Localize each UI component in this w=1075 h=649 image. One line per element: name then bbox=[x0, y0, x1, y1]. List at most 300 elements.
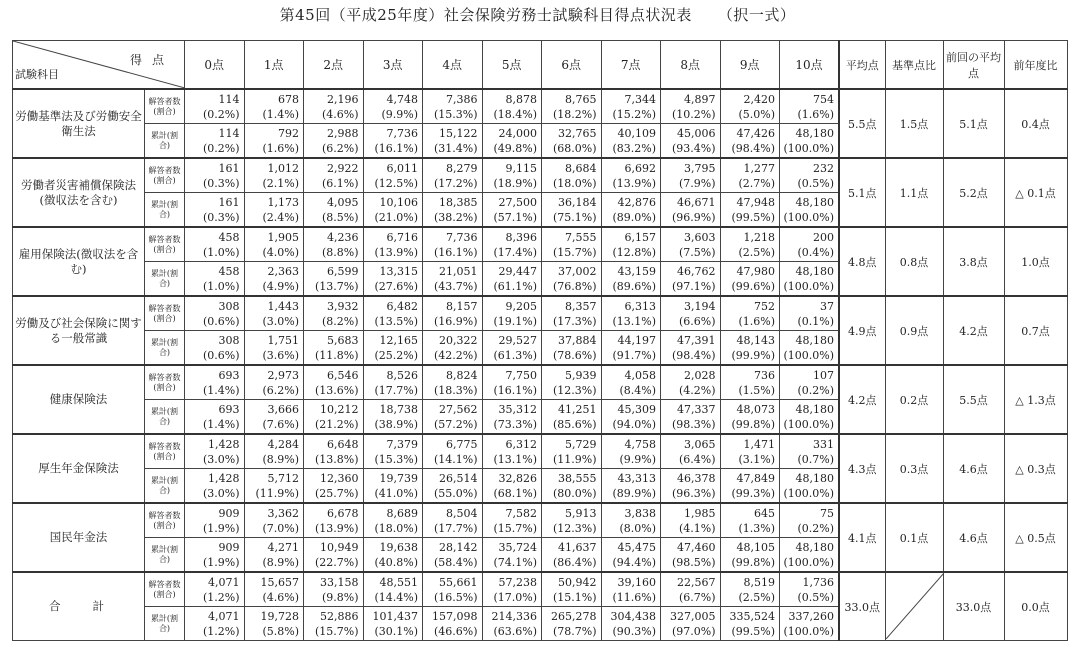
count-value: 47,391 bbox=[677, 333, 716, 347]
value-cell bbox=[601, 503, 661, 538]
value-cell bbox=[244, 227, 304, 262]
count-value: 47,849 bbox=[736, 471, 775, 485]
count-value: 736 bbox=[754, 368, 775, 382]
value-cell bbox=[482, 572, 542, 607]
count-value: 3,362 bbox=[267, 506, 299, 520]
percent-value: (97.1%) bbox=[671, 279, 716, 293]
subject-name: 労働及び社会保険に関する一般常識 bbox=[13, 296, 145, 365]
count-value: 8,684 bbox=[565, 161, 597, 175]
value-cell bbox=[244, 434, 304, 469]
row-label: 解答者数(割合) bbox=[145, 158, 185, 193]
percent-value: (14.1%) bbox=[433, 452, 478, 466]
count-value: 4,236 bbox=[327, 230, 359, 244]
value-cell bbox=[780, 503, 840, 538]
percent-value: (15.3%) bbox=[374, 452, 418, 466]
value-cell bbox=[780, 434, 840, 469]
summary-header: 前回の平均点 bbox=[943, 41, 1004, 90]
value-cell bbox=[363, 503, 423, 538]
value-cell bbox=[542, 124, 602, 159]
value-cell bbox=[661, 503, 721, 538]
value-cell bbox=[363, 538, 423, 573]
percent-value: (2.5%) bbox=[738, 245, 775, 259]
value-cell bbox=[423, 469, 483, 504]
table-body bbox=[13, 89, 1068, 641]
percent-value: (38.9%) bbox=[374, 417, 418, 431]
percent-value: (19.1%) bbox=[493, 314, 537, 328]
percent-value: (4.6%) bbox=[262, 590, 299, 604]
percent-value: (83.2%) bbox=[612, 141, 656, 155]
percent-value: (99.3%) bbox=[731, 486, 775, 500]
percent-value: (0.2%) bbox=[797, 521, 834, 535]
percent-value: (11.9%) bbox=[552, 452, 597, 466]
value-cell bbox=[363, 89, 423, 124]
summary-average: 4.9点 bbox=[839, 296, 885, 365]
value-cell bbox=[601, 469, 661, 504]
count-value: 47,980 bbox=[736, 264, 775, 278]
count-value: 7,582 bbox=[505, 506, 537, 520]
percent-value: (8.8%) bbox=[321, 245, 359, 259]
count-value: 12,165 bbox=[379, 333, 418, 347]
percent-value: (16.5%) bbox=[433, 590, 478, 604]
count-value: 752 bbox=[754, 299, 775, 313]
percent-value: (12.3%) bbox=[552, 521, 597, 535]
count-value: 3,194 bbox=[684, 299, 716, 313]
percent-value: (12.5%) bbox=[374, 176, 418, 190]
count-value: 2,363 bbox=[267, 264, 299, 278]
value-cell bbox=[304, 89, 364, 124]
count-value: 15,122 bbox=[439, 126, 478, 140]
percent-value: (1.9%) bbox=[202, 521, 240, 535]
summary-prev-average: 5.5点 bbox=[943, 365, 1004, 434]
value-cell bbox=[720, 607, 780, 641]
count-value: 52,886 bbox=[320, 609, 359, 623]
summary-prev-average: 4.6点 bbox=[943, 434, 1004, 503]
count-value: 7,736 bbox=[446, 230, 478, 244]
percent-value: (3.0%) bbox=[202, 486, 240, 500]
value-cell bbox=[780, 400, 840, 435]
count-value: 4,071 bbox=[208, 575, 240, 589]
count-value: 46,762 bbox=[677, 264, 716, 278]
value-cell bbox=[542, 331, 602, 366]
value-cell bbox=[780, 296, 840, 331]
value-cell bbox=[363, 400, 423, 435]
value-cell bbox=[185, 503, 245, 538]
count-value: 7,750 bbox=[505, 368, 537, 382]
count-value: 1,751 bbox=[267, 333, 299, 347]
summary-header: 前年度比 bbox=[1004, 41, 1067, 90]
count-value: 1,736 bbox=[802, 575, 834, 589]
count-value: 18,385 bbox=[439, 195, 478, 209]
count-value: 48,180 bbox=[795, 195, 834, 209]
count-value: 2,420 bbox=[743, 92, 775, 106]
title-sub: （択一式） bbox=[717, 6, 796, 24]
percent-value: (43.7%) bbox=[433, 279, 478, 293]
value-cell bbox=[244, 262, 304, 297]
percent-value: (16.1%) bbox=[433, 245, 478, 259]
count-value: 3,065 bbox=[684, 437, 716, 451]
count-value: 6,775 bbox=[446, 437, 478, 451]
percent-value: (100.0%) bbox=[783, 141, 834, 155]
count-value: 40,109 bbox=[617, 126, 656, 140]
value-cell bbox=[482, 158, 542, 193]
value-cell bbox=[601, 365, 661, 400]
count-value: 1,218 bbox=[743, 230, 775, 244]
value-cell bbox=[482, 400, 542, 435]
value-cell bbox=[244, 365, 304, 400]
count-value: 6,011 bbox=[386, 161, 418, 175]
table-row bbox=[13, 296, 1068, 331]
value-cell bbox=[423, 262, 483, 297]
score-header: 4点 bbox=[423, 41, 483, 90]
count-value: 161 bbox=[218, 161, 240, 175]
percent-value: (99.8%) bbox=[731, 417, 775, 431]
count-value: 55,661 bbox=[439, 575, 478, 589]
value-cell bbox=[720, 400, 780, 435]
value-cell bbox=[542, 193, 602, 228]
value-cell bbox=[423, 158, 483, 193]
count-value: 331 bbox=[813, 437, 834, 451]
percent-value: (10.2%) bbox=[671, 107, 716, 121]
value-cell bbox=[482, 124, 542, 159]
percent-value: (55.0%) bbox=[433, 486, 478, 500]
percent-value: (90.3%) bbox=[612, 624, 656, 638]
count-value: 35,312 bbox=[498, 402, 537, 416]
value-cell bbox=[185, 89, 245, 124]
count-value: 39,160 bbox=[617, 575, 656, 589]
percent-value: (0.5%) bbox=[797, 590, 834, 604]
value-cell bbox=[482, 262, 542, 297]
percent-value: (89.9%) bbox=[612, 486, 656, 500]
row-label: 累計(割合) bbox=[145, 331, 185, 366]
value-cell bbox=[601, 538, 661, 573]
value-cell bbox=[185, 469, 245, 504]
percent-value: (91.7%) bbox=[612, 348, 656, 362]
count-value: 107 bbox=[813, 368, 834, 382]
percent-value: (98.4%) bbox=[731, 141, 775, 155]
count-value: 1,012 bbox=[267, 161, 299, 175]
percent-value: (6.7%) bbox=[678, 590, 716, 604]
percent-value: (6.1%) bbox=[321, 176, 359, 190]
percent-value: (17.7%) bbox=[374, 383, 418, 397]
percent-value: (8.0%) bbox=[619, 521, 656, 535]
summary-ratio bbox=[885, 572, 943, 641]
value-cell bbox=[185, 365, 245, 400]
percent-value: (8.9%) bbox=[262, 555, 299, 569]
row-label: 累計(割合) bbox=[145, 607, 185, 641]
percent-value: (97.0%) bbox=[671, 624, 716, 638]
subject-name: 雇用保険法(徴収法を含む) bbox=[13, 227, 145, 296]
count-value: 200 bbox=[813, 230, 834, 244]
value-cell bbox=[482, 538, 542, 573]
percent-value: (13.5%) bbox=[374, 314, 418, 328]
percent-value: (93.4%) bbox=[671, 141, 716, 155]
percent-value: (25.7%) bbox=[314, 486, 359, 500]
value-cell bbox=[304, 572, 364, 607]
value-cell bbox=[423, 400, 483, 435]
value-cell bbox=[363, 365, 423, 400]
corner-top-label: 得点 bbox=[129, 53, 174, 67]
count-value: 20,322 bbox=[439, 333, 478, 347]
percent-value: (7.0%) bbox=[262, 521, 299, 535]
value-cell bbox=[542, 365, 602, 400]
value-cell bbox=[482, 89, 542, 124]
percent-value: (5.0%) bbox=[738, 107, 775, 121]
percent-value: (99.8%) bbox=[731, 555, 775, 569]
count-value: 48,105 bbox=[736, 540, 775, 554]
value-cell bbox=[363, 262, 423, 297]
summary-average: 5.1点 bbox=[839, 158, 885, 227]
count-value: 48,180 bbox=[795, 126, 834, 140]
value-cell bbox=[244, 296, 304, 331]
count-value: 32,765 bbox=[558, 126, 597, 140]
count-value: 909 bbox=[218, 540, 240, 554]
count-value: 2,988 bbox=[327, 126, 359, 140]
percent-value: (2.5%) bbox=[738, 590, 775, 604]
value-cell bbox=[244, 572, 304, 607]
count-value: 10,212 bbox=[320, 402, 359, 416]
count-value: 19,739 bbox=[379, 471, 418, 485]
percent-value: (17.0%) bbox=[493, 590, 537, 604]
value-cell bbox=[185, 538, 245, 573]
value-cell bbox=[423, 503, 483, 538]
count-value: 4,748 bbox=[386, 92, 418, 106]
count-value: 7,379 bbox=[386, 437, 418, 451]
percent-value: (13.8%) bbox=[314, 452, 359, 466]
count-value: 48,143 bbox=[736, 333, 775, 347]
percent-value: (89.0%) bbox=[612, 210, 656, 224]
value-cell bbox=[482, 227, 542, 262]
count-value: 157,098 bbox=[432, 609, 478, 623]
percent-value: (75.1%) bbox=[552, 210, 597, 224]
percent-value: (1.0%) bbox=[202, 245, 240, 259]
value-cell bbox=[482, 331, 542, 366]
count-value: 45,006 bbox=[677, 126, 716, 140]
percent-value: (13.6%) bbox=[314, 383, 359, 397]
count-value: 8,824 bbox=[446, 368, 478, 382]
count-value: 9,205 bbox=[505, 299, 537, 313]
count-value: 47,948 bbox=[736, 195, 775, 209]
table-row bbox=[13, 572, 1068, 607]
count-value: 214,336 bbox=[491, 609, 537, 623]
percent-value: (98.5%) bbox=[671, 555, 716, 569]
summary-average: 4.3点 bbox=[839, 434, 885, 503]
score-table bbox=[12, 40, 1068, 641]
count-value: 2,196 bbox=[327, 92, 359, 106]
percent-value: (15.7%) bbox=[552, 245, 597, 259]
count-value: 48,180 bbox=[795, 471, 834, 485]
percent-value: (99.5%) bbox=[731, 624, 775, 638]
summary-ratio: 0.2点 bbox=[885, 365, 943, 434]
summary-prev-diff: 1.0点 bbox=[1004, 227, 1067, 296]
percent-value: (3.1%) bbox=[738, 452, 775, 466]
count-value: 7,555 bbox=[565, 230, 597, 244]
table-row bbox=[13, 434, 1068, 469]
percent-value: (6.2%) bbox=[262, 383, 299, 397]
count-value: 8,765 bbox=[565, 92, 597, 106]
value-cell bbox=[720, 262, 780, 297]
percent-value: (18.3%) bbox=[433, 383, 478, 397]
count-value: 33,158 bbox=[320, 575, 359, 589]
count-value: 44,197 bbox=[617, 333, 656, 347]
count-value: 6,546 bbox=[327, 368, 359, 382]
value-cell bbox=[780, 331, 840, 366]
table-row bbox=[13, 158, 1068, 193]
percent-value: (42.2%) bbox=[433, 348, 478, 362]
count-value: 26,514 bbox=[439, 471, 478, 485]
count-value: 6,648 bbox=[327, 437, 359, 451]
percent-value: (2.1%) bbox=[262, 176, 299, 190]
percent-value: (0.4%) bbox=[797, 245, 834, 259]
percent-value: (58.4%) bbox=[433, 555, 478, 569]
value-cell bbox=[185, 331, 245, 366]
percent-value: (17.3%) bbox=[552, 314, 597, 328]
row-label: 累計(割合) bbox=[145, 469, 185, 504]
score-header: 8点 bbox=[661, 41, 721, 90]
count-value: 1,173 bbox=[267, 195, 299, 209]
value-cell bbox=[601, 607, 661, 641]
value-cell bbox=[542, 296, 602, 331]
percent-value: (18.0%) bbox=[374, 521, 418, 535]
count-value: 9,115 bbox=[505, 161, 537, 175]
percent-value: (13.1%) bbox=[612, 314, 656, 328]
count-value: 41,637 bbox=[558, 540, 597, 554]
percent-value: (0.3%) bbox=[202, 176, 240, 190]
percent-value: (0.7%) bbox=[797, 452, 834, 466]
percent-value: (78.6%) bbox=[552, 348, 597, 362]
count-value: 6,599 bbox=[327, 264, 359, 278]
table-row bbox=[13, 503, 1068, 538]
value-cell bbox=[542, 434, 602, 469]
percent-value: (1.6%) bbox=[797, 107, 834, 121]
percent-value: (0.6%) bbox=[202, 314, 240, 328]
value-cell bbox=[601, 193, 661, 228]
count-value: 4,284 bbox=[267, 437, 299, 451]
percent-value: (100.0%) bbox=[783, 486, 834, 500]
value-cell bbox=[185, 193, 245, 228]
value-cell bbox=[423, 193, 483, 228]
score-header: 9点 bbox=[720, 41, 780, 90]
count-value: 4,058 bbox=[624, 368, 656, 382]
count-value: 29,447 bbox=[498, 264, 537, 278]
percent-value: (15.1%) bbox=[552, 590, 597, 604]
percent-value: (100.0%) bbox=[783, 417, 834, 431]
percent-value: (100.0%) bbox=[783, 210, 834, 224]
percent-value: (7.9%) bbox=[678, 176, 716, 190]
count-value: 8,396 bbox=[505, 230, 537, 244]
percent-value: (13.9%) bbox=[612, 176, 656, 190]
count-value: 2,973 bbox=[267, 368, 299, 382]
count-value: 645 bbox=[754, 506, 775, 520]
count-value: 10,949 bbox=[320, 540, 359, 554]
count-value: 4,271 bbox=[267, 540, 299, 554]
score-header: 2点 bbox=[304, 41, 364, 90]
percent-value: (13.9%) bbox=[314, 521, 359, 535]
summary-ratio: 1.5点 bbox=[885, 89, 943, 158]
percent-value: (61.1%) bbox=[493, 279, 537, 293]
value-cell bbox=[423, 572, 483, 607]
count-value: 3,603 bbox=[684, 230, 716, 244]
value-cell bbox=[661, 365, 721, 400]
value-cell bbox=[720, 227, 780, 262]
value-cell bbox=[244, 193, 304, 228]
count-value: 6,312 bbox=[505, 437, 537, 451]
percent-value: (17.7%) bbox=[433, 521, 478, 535]
percent-value: (7.6%) bbox=[262, 417, 299, 431]
percent-value: (31.4%) bbox=[433, 141, 478, 155]
count-value: 308 bbox=[218, 299, 240, 313]
percent-value: (0.5%) bbox=[797, 176, 834, 190]
count-value: 7,386 bbox=[446, 92, 478, 106]
percent-value: (57.1%) bbox=[493, 210, 537, 224]
value-cell bbox=[661, 434, 721, 469]
count-value: 6,678 bbox=[327, 506, 359, 520]
value-cell bbox=[304, 227, 364, 262]
value-cell bbox=[185, 158, 245, 193]
value-cell bbox=[780, 89, 840, 124]
summary-prev-average: 4.2点 bbox=[943, 296, 1004, 365]
count-value: 32,826 bbox=[498, 471, 537, 485]
value-cell bbox=[185, 262, 245, 297]
count-value: 8,504 bbox=[446, 506, 478, 520]
count-value: 45,475 bbox=[617, 540, 656, 554]
value-cell bbox=[601, 227, 661, 262]
count-value: 5,939 bbox=[565, 368, 597, 382]
corner-bottom-label: 試験科目 bbox=[15, 68, 59, 81]
count-value: 8,157 bbox=[446, 299, 478, 313]
percent-value: (94.4%) bbox=[612, 555, 656, 569]
count-value: 6,716 bbox=[386, 230, 418, 244]
percent-value: (4.0%) bbox=[262, 245, 299, 259]
value-cell bbox=[780, 158, 840, 193]
count-value: 3,932 bbox=[327, 299, 359, 313]
summary-average: 4.1点 bbox=[839, 503, 885, 572]
count-value: 792 bbox=[278, 126, 299, 140]
percent-value: (17.2%) bbox=[433, 176, 478, 190]
percent-value: (76.8%) bbox=[552, 279, 597, 293]
value-cell bbox=[542, 89, 602, 124]
percent-value: (2.4%) bbox=[262, 210, 299, 224]
count-value: 114 bbox=[218, 126, 240, 140]
value-cell bbox=[661, 331, 721, 366]
summary-ratio: 1.1点 bbox=[885, 158, 943, 227]
value-cell bbox=[423, 89, 483, 124]
summary-ratio: 0.3点 bbox=[885, 434, 943, 503]
count-value: 1,985 bbox=[684, 506, 716, 520]
count-value: 8,878 bbox=[505, 92, 537, 106]
subject-name: 労働基準法及び労働安全衛生法 bbox=[13, 89, 145, 158]
value-cell bbox=[482, 193, 542, 228]
count-value: 41,251 bbox=[558, 402, 597, 416]
count-value: 43,313 bbox=[617, 471, 656, 485]
percent-value: (100.0%) bbox=[783, 624, 834, 638]
value-cell bbox=[661, 538, 721, 573]
count-value: 337,260 bbox=[788, 609, 834, 623]
count-value: 6,482 bbox=[386, 299, 418, 313]
count-value: 458 bbox=[218, 264, 240, 278]
page-title bbox=[0, 4, 1075, 25]
value-cell bbox=[185, 124, 245, 159]
percent-value: (1.4%) bbox=[202, 383, 240, 397]
percent-value: (61.3%) bbox=[493, 348, 537, 362]
count-value: 7,344 bbox=[624, 92, 656, 106]
percent-value: (73.3%) bbox=[493, 417, 537, 431]
percent-value: (1.5%) bbox=[738, 383, 775, 397]
percent-value: (1.6%) bbox=[262, 141, 299, 155]
summary-ratio: 0.8点 bbox=[885, 227, 943, 296]
percent-value: (8.5%) bbox=[321, 210, 359, 224]
value-cell bbox=[244, 158, 304, 193]
count-value: 37 bbox=[820, 299, 834, 313]
